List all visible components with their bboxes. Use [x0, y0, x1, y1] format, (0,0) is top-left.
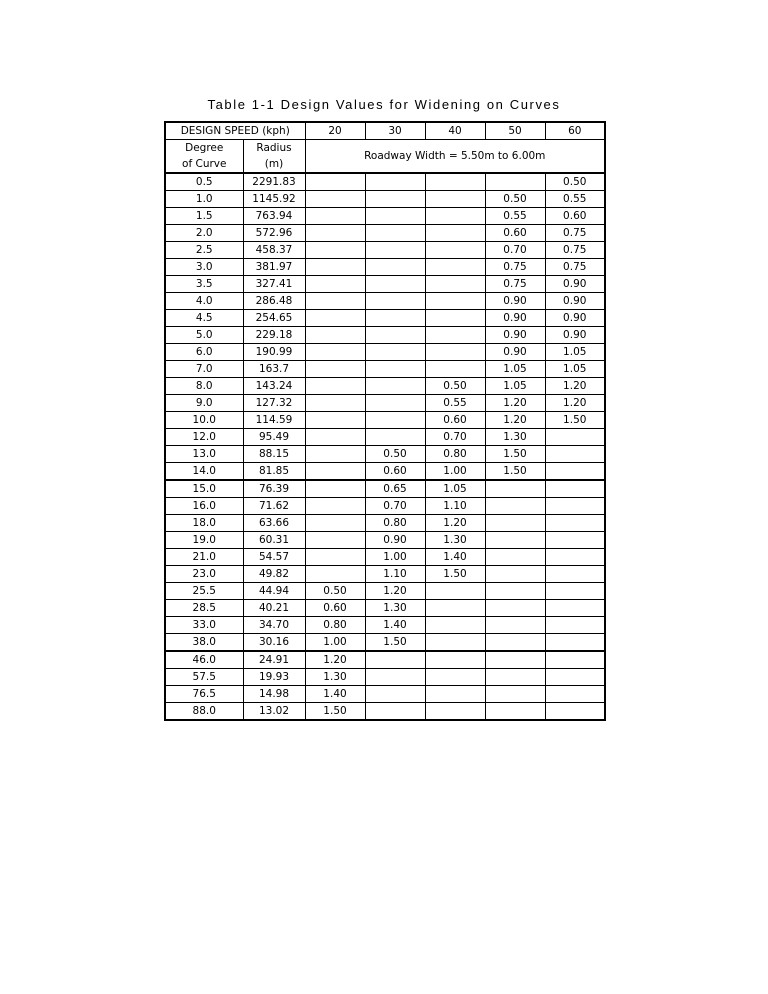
width-40-cell: 1.10 [425, 498, 485, 515]
header-row-labels-1 [165, 140, 605, 157]
width-20-cell [305, 310, 365, 327]
speed-30: 30 [365, 122, 425, 140]
width-40-cell [425, 242, 485, 259]
degree-cell: 5.0 [165, 327, 243, 344]
radius-cell: 19.93 [243, 669, 305, 686]
width-60-cell [545, 634, 605, 652]
degree-cell: 18.0 [165, 515, 243, 532]
width-30-cell: 0.50 [365, 446, 425, 463]
degree-cell: 38.0 [165, 634, 243, 652]
table-row [165, 310, 605, 327]
width-20-cell [305, 259, 365, 276]
table-row [165, 173, 605, 191]
radius-cell: 71.62 [243, 498, 305, 515]
width-40-cell: 0.70 [425, 429, 485, 446]
width-30-cell [365, 208, 425, 225]
radius-cell: 14.98 [243, 686, 305, 703]
width-50-cell: 1.20 [485, 395, 545, 412]
width-30-cell [365, 703, 425, 721]
radius-cell: 254.65 [243, 310, 305, 327]
width-50-cell: 1.05 [485, 361, 545, 378]
radius-cell: 163.7 [243, 361, 305, 378]
table-row [165, 549, 605, 566]
width-50-cell: 1.30 [485, 429, 545, 446]
roadway-width-label: Roadway Width = 5.50m to 6.00m [305, 140, 605, 174]
width-50-cell: 1.20 [485, 412, 545, 429]
table-body [165, 173, 605, 720]
width-20-cell: 0.80 [305, 617, 365, 634]
width-40-cell [425, 600, 485, 617]
radius-cell: 44.94 [243, 583, 305, 600]
width-20-cell [305, 566, 365, 583]
width-30-cell [365, 651, 425, 669]
width-20-cell: 1.40 [305, 686, 365, 703]
degree-cell: 19.0 [165, 532, 243, 549]
width-60-cell [545, 703, 605, 721]
width-40-cell [425, 617, 485, 634]
width-50-cell [485, 669, 545, 686]
width-50-cell [485, 549, 545, 566]
width-30-cell [365, 412, 425, 429]
radius-cell: 127.32 [243, 395, 305, 412]
width-40-cell [425, 686, 485, 703]
radius-cell: 143.24 [243, 378, 305, 395]
table-row [165, 259, 605, 276]
table-row [165, 669, 605, 686]
width-40-cell [425, 208, 485, 225]
radius-cell: 60.31 [243, 532, 305, 549]
width-60-cell: 0.90 [545, 310, 605, 327]
degree-cell: 12.0 [165, 429, 243, 446]
width-20-cell [305, 208, 365, 225]
degree-cell: 0.5 [165, 173, 243, 191]
table-row [165, 191, 605, 208]
table-row [165, 617, 605, 634]
width-20-cell [305, 225, 365, 242]
speed-20: 20 [305, 122, 365, 140]
width-50-cell: 0.75 [485, 276, 545, 293]
degree-cell: 9.0 [165, 395, 243, 412]
width-50-cell [485, 600, 545, 617]
width-50-cell: 0.55 [485, 208, 545, 225]
radius-cell: 95.49 [243, 429, 305, 446]
width-40-cell: 1.00 [425, 463, 485, 481]
radius-label-2: (m) [243, 156, 305, 173]
width-40-cell [425, 344, 485, 361]
width-40-cell [425, 634, 485, 652]
radius-cell: 114.59 [243, 412, 305, 429]
width-20-cell [305, 378, 365, 395]
width-20-cell [305, 327, 365, 344]
width-40-cell: 0.60 [425, 412, 485, 429]
table-row [165, 480, 605, 498]
width-30-cell: 0.65 [365, 480, 425, 498]
width-60-cell: 0.90 [545, 327, 605, 344]
width-60-cell [545, 669, 605, 686]
degree-cell: 33.0 [165, 617, 243, 634]
width-60-cell [545, 532, 605, 549]
degree-cell: 2.0 [165, 225, 243, 242]
width-20-cell: 0.60 [305, 600, 365, 617]
width-20-cell [305, 276, 365, 293]
table-row [165, 515, 605, 532]
radius-cell: 49.82 [243, 566, 305, 583]
degree-cell: 8.0 [165, 378, 243, 395]
width-60-cell [545, 498, 605, 515]
width-20-cell: 1.50 [305, 703, 365, 721]
width-40-cell [425, 327, 485, 344]
radius-cell: 24.91 [243, 651, 305, 669]
width-30-cell: 1.40 [365, 617, 425, 634]
table-row [165, 225, 605, 242]
table-row [165, 446, 605, 463]
table-row [165, 532, 605, 549]
width-40-cell: 0.80 [425, 446, 485, 463]
degree-cell: 4.0 [165, 293, 243, 310]
width-50-cell [485, 703, 545, 721]
width-40-cell: 0.55 [425, 395, 485, 412]
width-60-cell: 0.90 [545, 276, 605, 293]
degree-cell: 1.5 [165, 208, 243, 225]
width-50-cell [485, 498, 545, 515]
radius-cell: 34.70 [243, 617, 305, 634]
width-30-cell [365, 669, 425, 686]
speed-40: 40 [425, 122, 485, 140]
width-30-cell [365, 327, 425, 344]
table-row [165, 344, 605, 361]
width-50-cell: 0.50 [485, 191, 545, 208]
width-40-cell [425, 361, 485, 378]
width-30-cell [365, 276, 425, 293]
table-row [165, 208, 605, 225]
width-20-cell: 1.20 [305, 651, 365, 669]
width-20-cell [305, 446, 365, 463]
width-20-cell: 1.30 [305, 669, 365, 686]
table-row [165, 651, 605, 669]
degree-label-1: Degree [165, 140, 243, 157]
radius-label-1: Radius [243, 140, 305, 157]
width-20-cell [305, 412, 365, 429]
width-30-cell [365, 259, 425, 276]
width-60-cell: 1.05 [545, 361, 605, 378]
width-40-cell [425, 310, 485, 327]
degree-cell: 3.5 [165, 276, 243, 293]
degree-cell: 76.5 [165, 686, 243, 703]
width-50-cell: 0.90 [485, 310, 545, 327]
width-60-cell [545, 515, 605, 532]
radius-cell: 190.99 [243, 344, 305, 361]
width-40-cell [425, 583, 485, 600]
width-60-cell: 0.75 [545, 225, 605, 242]
radius-cell: 229.18 [243, 327, 305, 344]
width-60-cell [545, 429, 605, 446]
width-30-cell [365, 395, 425, 412]
speed-60: 60 [545, 122, 605, 140]
width-60-cell [545, 446, 605, 463]
width-40-cell [425, 293, 485, 310]
width-60-cell [545, 686, 605, 703]
width-40-cell: 1.05 [425, 480, 485, 498]
degree-cell: 28.5 [165, 600, 243, 617]
width-30-cell: 0.60 [365, 463, 425, 481]
degree-cell: 2.5 [165, 242, 243, 259]
radius-cell: 81.85 [243, 463, 305, 481]
width-50-cell: 1.05 [485, 378, 545, 395]
width-30-cell: 1.20 [365, 583, 425, 600]
width-50-cell [485, 617, 545, 634]
table-row [165, 361, 605, 378]
table-row [165, 463, 605, 481]
width-50-cell: 1.50 [485, 463, 545, 481]
width-20-cell [305, 395, 365, 412]
width-20-cell [305, 242, 365, 259]
width-60-cell [545, 651, 605, 669]
radius-cell: 88.15 [243, 446, 305, 463]
table-title: Table 1-1 Design Values for Widening on Curves [207, 97, 561, 112]
width-60-cell: 1.05 [545, 344, 605, 361]
header-row-speeds [165, 122, 605, 140]
width-30-cell: 0.90 [365, 532, 425, 549]
radius-cell: 63.66 [243, 515, 305, 532]
width-20-cell [305, 191, 365, 208]
degree-cell: 6.0 [165, 344, 243, 361]
degree-cell: 1.0 [165, 191, 243, 208]
speed-50: 50 [485, 122, 545, 140]
radius-cell: 76.39 [243, 480, 305, 498]
table-row [165, 634, 605, 652]
degree-cell: 23.0 [165, 566, 243, 583]
degree-cell: 15.0 [165, 480, 243, 498]
width-50-cell: 0.70 [485, 242, 545, 259]
width-50-cell: 0.90 [485, 327, 545, 344]
width-30-cell [365, 310, 425, 327]
width-20-cell [305, 480, 365, 498]
radius-cell: 572.96 [243, 225, 305, 242]
degree-cell: 3.0 [165, 259, 243, 276]
width-40-cell [425, 703, 485, 721]
width-20-cell [305, 361, 365, 378]
width-50-cell [485, 583, 545, 600]
width-40-cell [425, 651, 485, 669]
width-40-cell [425, 669, 485, 686]
radius-cell: 327.41 [243, 276, 305, 293]
width-20-cell [305, 293, 365, 310]
width-20-cell [305, 344, 365, 361]
width-40-cell: 1.40 [425, 549, 485, 566]
radius-cell: 458.37 [243, 242, 305, 259]
width-60-cell: 1.20 [545, 395, 605, 412]
width-30-cell [365, 293, 425, 310]
table-row [165, 395, 605, 412]
width-30-cell [365, 225, 425, 242]
width-40-cell [425, 173, 485, 191]
width-30-cell [365, 344, 425, 361]
width-40-cell: 1.30 [425, 532, 485, 549]
width-40-cell: 1.20 [425, 515, 485, 532]
width-30-cell [365, 173, 425, 191]
width-60-cell [545, 617, 605, 634]
table-row [165, 242, 605, 259]
width-20-cell [305, 173, 365, 191]
width-20-cell [305, 463, 365, 481]
width-20-cell: 0.50 [305, 583, 365, 600]
width-20-cell [305, 549, 365, 566]
degree-cell: 46.0 [165, 651, 243, 669]
width-50-cell: 0.90 [485, 344, 545, 361]
degree-cell: 88.0 [165, 703, 243, 721]
degree-cell: 16.0 [165, 498, 243, 515]
width-50-cell [485, 515, 545, 532]
table-row [165, 686, 605, 703]
radius-cell: 40.21 [243, 600, 305, 617]
width-30-cell [365, 191, 425, 208]
degree-cell: 25.5 [165, 583, 243, 600]
width-50-cell [485, 651, 545, 669]
width-40-cell [425, 259, 485, 276]
width-50-cell: 0.60 [485, 225, 545, 242]
table-row [165, 600, 605, 617]
degree-label-2: of Curve [165, 156, 243, 173]
width-60-cell [545, 463, 605, 481]
table-row [165, 412, 605, 429]
degree-cell: 10.0 [165, 412, 243, 429]
width-30-cell [365, 429, 425, 446]
width-20-cell [305, 498, 365, 515]
table-row [165, 293, 605, 310]
design-speed-label: DESIGN SPEED (kph) [165, 122, 305, 140]
width-60-cell [545, 549, 605, 566]
width-40-cell: 1.50 [425, 566, 485, 583]
table-row [165, 429, 605, 446]
radius-cell: 30.16 [243, 634, 305, 652]
width-40-cell [425, 225, 485, 242]
width-50-cell [485, 173, 545, 191]
table-row [165, 703, 605, 721]
width-60-cell: 0.75 [545, 259, 605, 276]
radius-cell: 763.94 [243, 208, 305, 225]
width-30-cell [365, 361, 425, 378]
width-50-cell: 1.50 [485, 446, 545, 463]
radius-cell: 2291.83 [243, 173, 305, 191]
width-20-cell [305, 532, 365, 549]
width-30-cell: 0.80 [365, 515, 425, 532]
width-60-cell: 0.55 [545, 191, 605, 208]
table-row [165, 566, 605, 583]
table-row [165, 327, 605, 344]
table-row [165, 498, 605, 515]
width-50-cell [485, 566, 545, 583]
table-row [165, 378, 605, 395]
width-60-cell: 0.90 [545, 293, 605, 310]
width-50-cell [485, 480, 545, 498]
width-60-cell: 0.50 [545, 173, 605, 191]
width-40-cell [425, 276, 485, 293]
width-30-cell: 1.00 [365, 549, 425, 566]
table-row [165, 276, 605, 293]
width-30-cell [365, 686, 425, 703]
degree-cell: 7.0 [165, 361, 243, 378]
width-20-cell: 1.00 [305, 634, 365, 652]
table-row [165, 583, 605, 600]
width-30-cell: 1.30 [365, 600, 425, 617]
degree-cell: 57.5 [165, 669, 243, 686]
width-30-cell [365, 378, 425, 395]
width-60-cell: 0.75 [545, 242, 605, 259]
width-50-cell [485, 634, 545, 652]
width-50-cell [485, 686, 545, 703]
widening-table [164, 121, 606, 721]
width-60-cell: 0.60 [545, 208, 605, 225]
width-60-cell: 1.20 [545, 378, 605, 395]
radius-cell: 13.02 [243, 703, 305, 721]
width-30-cell: 1.50 [365, 634, 425, 652]
width-50-cell: 0.75 [485, 259, 545, 276]
width-60-cell [545, 566, 605, 583]
degree-cell: 4.5 [165, 310, 243, 327]
width-30-cell: 1.10 [365, 566, 425, 583]
width-50-cell: 0.90 [485, 293, 545, 310]
width-40-cell [425, 191, 485, 208]
radius-cell: 1145.92 [243, 191, 305, 208]
degree-cell: 14.0 [165, 463, 243, 481]
width-60-cell [545, 583, 605, 600]
width-30-cell: 0.70 [365, 498, 425, 515]
width-30-cell [365, 242, 425, 259]
width-20-cell [305, 515, 365, 532]
width-60-cell [545, 600, 605, 617]
width-20-cell [305, 429, 365, 446]
width-60-cell: 1.50 [545, 412, 605, 429]
width-50-cell [485, 532, 545, 549]
degree-cell: 13.0 [165, 446, 243, 463]
radius-cell: 286.48 [243, 293, 305, 310]
width-60-cell [545, 480, 605, 498]
width-40-cell: 0.50 [425, 378, 485, 395]
radius-cell: 54.57 [243, 549, 305, 566]
degree-cell: 21.0 [165, 549, 243, 566]
radius-cell: 381.97 [243, 259, 305, 276]
